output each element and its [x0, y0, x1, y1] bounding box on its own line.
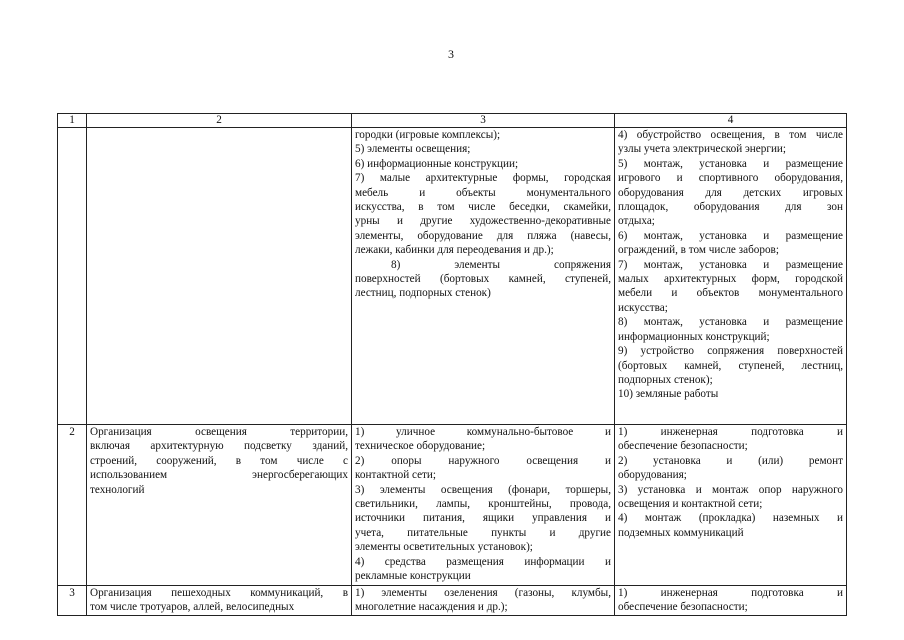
- table-cell-col4: [615, 425, 847, 586]
- cell-text-line: рекламные конструкции: [355, 570, 471, 583]
- cell-text-line: 10) земляные работы: [618, 388, 719, 401]
- column-header-3: 3: [352, 114, 615, 128]
- table-cell-col3: [352, 425, 615, 586]
- cell-text-line: 8) элементы сопряжения: [391, 258, 611, 271]
- cell-text-line: обеспечение безопасности;: [618, 440, 748, 453]
- cell-text-line: 9) устройство сопряжения поверхностей: [618, 345, 843, 358]
- table-row: [58, 128, 847, 425]
- cell-text-line: узлы учета электрической энергии;: [618, 143, 787, 156]
- table-cell-col3: [352, 586, 615, 616]
- cell-text-line: освещения и контактной сети;: [618, 498, 763, 511]
- table-cell-col3: [352, 128, 615, 425]
- table-header-row: [58, 114, 847, 128]
- cell-text-line: 6) информационные конструкции;: [355, 157, 519, 170]
- column-header-1: 1: [58, 114, 87, 128]
- cell-text-line: светильники, лампы, кронштейны, провода,: [355, 498, 611, 511]
- cell-text-line: 8) монтаж, установка и размещение: [618, 316, 843, 329]
- cell-text-line: информационных конструкций;: [618, 330, 770, 343]
- cell-text-line: подземных коммуникаций: [618, 526, 744, 539]
- cell-text-line: подпорных стенок);: [618, 373, 713, 386]
- table-cell-col2: [87, 425, 352, 586]
- cell-text-line: строений, сооружений, в том числе с: [90, 454, 348, 467]
- row-number-cell: [58, 128, 87, 425]
- cell-text-line: городки (игровые комплексы);: [355, 129, 501, 141]
- cell-text-line: искусства, в том числе беседки, скамейки,: [355, 201, 611, 214]
- cell-text-line: лестниц, подпорных стенок): [355, 287, 491, 300]
- cell-text-line: мебель и объекты монументального: [355, 186, 611, 199]
- cell-text-line: включая архитектурную подсветку зданий,: [90, 440, 348, 453]
- cell-text-line: (бортовых камней, ступеней, лестниц,: [618, 359, 843, 372]
- cell-text-line: игрового и спортивного оборудования,: [618, 172, 843, 185]
- row-number-cell: 3: [58, 586, 87, 616]
- column-header-4: 4: [615, 114, 847, 128]
- table-cell-col2: [87, 586, 352, 616]
- cell-text-line: поверхностей (бортовых камней, ступеней,: [355, 273, 611, 286]
- cell-text-line: отдыха;: [618, 215, 655, 228]
- cell-text-line: элементы осветительных установок);: [355, 541, 533, 554]
- cell-text-line: учета, питательные пункты и другие: [355, 526, 611, 539]
- table-cell-col4: [615, 586, 847, 616]
- cell-text-line: 3) элементы освещения (фонари, торшеры,: [355, 483, 611, 496]
- table-row: [58, 425, 847, 586]
- cell-text-line: искусства;: [618, 301, 668, 314]
- cell-text-line: контактной сети;: [355, 469, 437, 482]
- cell-text-line: 7) монтаж, установка и размещение: [618, 258, 843, 271]
- cell-text-line: 5) элементы освещения;: [355, 143, 471, 156]
- cell-text-line: использованием энергосберегающих: [90, 469, 348, 482]
- cell-text-line: оборудования;: [618, 469, 687, 482]
- cell-text-line: 4) средства размещения информации и: [355, 555, 611, 568]
- cell-text-line: 2) опоры наружного освещения и: [355, 454, 611, 467]
- cell-text-line: 1) инженерная подготовка и: [618, 426, 843, 438]
- cell-text-line: мебели и объектов монументального: [618, 287, 843, 300]
- cell-text-line: 2) установка и (или) ремонт: [618, 454, 843, 467]
- works-table: [57, 113, 847, 616]
- cell-text-line: 1) элементы озеленения (газоны, клумбы,: [355, 587, 611, 599]
- cell-text-line: 7) малые архитектурные формы, городская: [355, 172, 611, 185]
- cell-text-line: площадок, оборудования для зон: [618, 201, 843, 214]
- cell-text-line: элементы, оборудование для пляжа (навесы,: [355, 229, 611, 242]
- cell-text-line: 6) монтаж, установка и размещение: [618, 229, 843, 242]
- cell-text-line: ограждений, в том числе заборов;: [618, 244, 779, 257]
- row-number-cell: 2: [58, 425, 87, 586]
- table-cell-col2: [87, 128, 352, 425]
- cell-text-line: урны и другие художественно-декоративные: [355, 215, 611, 228]
- cell-text-line: многолетние насаждения и др.);: [355, 601, 508, 614]
- cell-text-line: 5) монтаж, установка и размещение: [618, 157, 843, 170]
- cell-text-line: 3) установка и монтаж опор наружного: [618, 483, 843, 496]
- table-cell-col4: [615, 128, 847, 425]
- cell-text-line: техническое оборудование;: [355, 440, 486, 453]
- table-row: [58, 586, 847, 616]
- cell-text-line: лежаки, кабинки для переодевания и др.);: [355, 244, 554, 257]
- cell-text-line: оборудования для детских игровых: [618, 186, 843, 199]
- column-header-2: 2: [87, 114, 352, 128]
- cell-text-line: Организация пешеходных коммуникаций, в: [90, 587, 348, 599]
- cell-text-line: том числе тротуаров, аллей, велосипедных: [90, 601, 295, 614]
- cell-text-line: 1) уличное коммунально-бытовое и: [355, 426, 611, 438]
- cell-text-line: обеспечение безопасности;: [618, 601, 748, 614]
- cell-text-line: источники питания, ящики управления и: [355, 512, 611, 525]
- cell-text-line: малых архитектурных форм, городской: [618, 273, 843, 286]
- cell-text-line: 4) монтаж (прокладка) наземных и: [618, 512, 843, 525]
- cell-text-line: технологий: [90, 483, 145, 496]
- cell-text-line: 4) обустройство освещения, в том числе: [618, 129, 843, 141]
- cell-text-line: Организация освещения территории,: [90, 426, 348, 438]
- cell-text-line: 1) инженерная подготовка и: [618, 587, 843, 599]
- page-number: 3: [448, 47, 454, 61]
